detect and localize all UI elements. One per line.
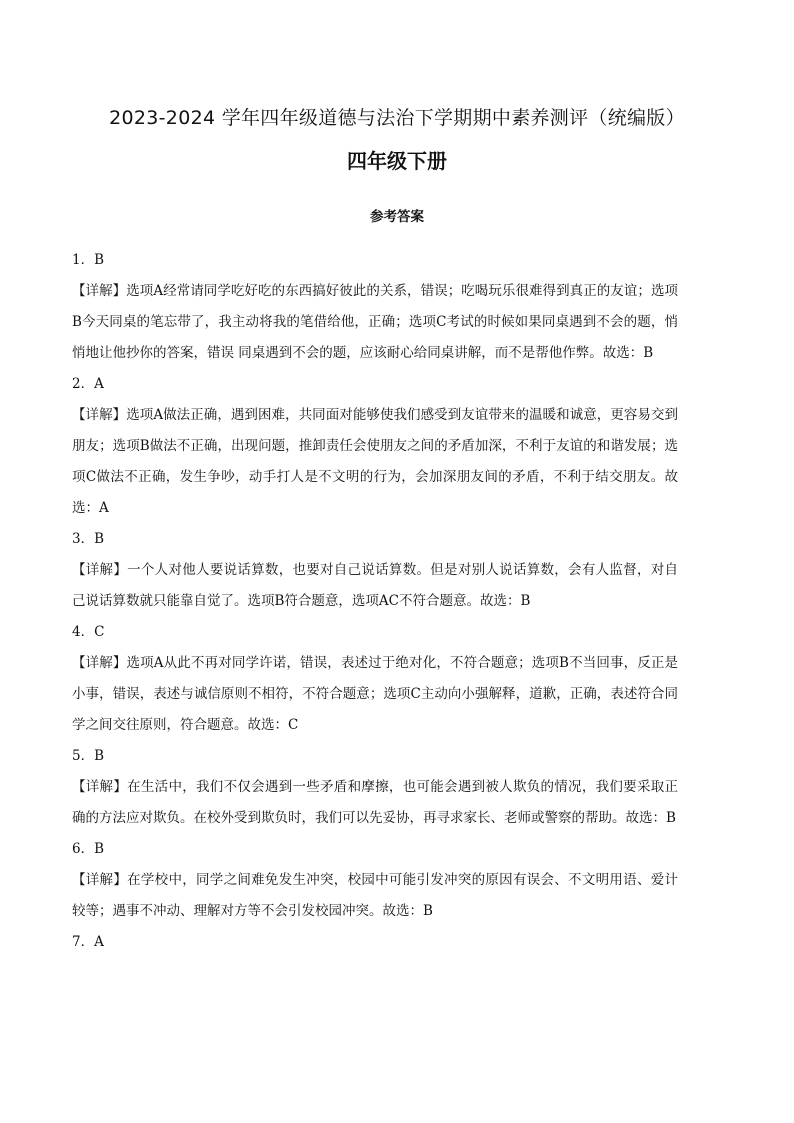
- detail-tag: 【详解】: [72, 407, 127, 423]
- question-number: 3．B: [72, 531, 105, 547]
- question-number: 7．A: [72, 934, 104, 950]
- answer-list: [72, 245, 678, 958]
- question-explanation: [72, 555, 678, 617]
- question-explanation: [72, 865, 678, 927]
- detail-tag: 【详解】: [72, 779, 128, 795]
- detail-tag: 【详解】: [72, 283, 127, 299]
- detail-tag: 【详解】: [72, 872, 128, 888]
- explanation-text: 在学校中，同学之间难免发生冲突，校园中可能引发冲突的原因有误会、不文明用语、爱计较等；遇事不冲动、理解对方等不会引发校园冲突。故选：B: [72, 872, 679, 919]
- explanation-text: 一个人对他人要说话算数，也要对自己说话算数。但是对别人说话算数，会有人监督，对自己说话算数就只能靠自觉了。选项B符合题意，选项AC不符合题意。故选：B: [72, 562, 679, 609]
- question-explanation: [72, 772, 678, 834]
- explanation-text: 在生活中，我们不仅会遇到一些矛盾和摩擦，也可能会遇到被人欺负的情况，我们要采取正确的方法应对欺负。在校外受到欺负时，我们可以先妥协，再寻求家长、老师或警察的帮助。故选：B: [72, 779, 679, 826]
- question-number: 4．C: [72, 624, 105, 640]
- question-number: 5．B: [72, 748, 105, 764]
- explanation-text: 选项A经常请同学吃好吃的东西搞好彼此的关系，错误；吃喝玩乐很难得到真正的友谊；选项B今天同桌的笔忘带了，我主动将我的笔借给他，正确；选项C考试的时候如果同桌遇到不会的题，悄悄地让他抄你的答案，错误 同桌遇到不会的题，应该耐心给同桌讲解，而不是帮他作弊。故选：B: [72, 283, 679, 361]
- question-explanation: [72, 648, 678, 741]
- detail-tag: 【详解】: [72, 655, 127, 671]
- explanation-text: 选项A做法正确，遇到困难，共同面对能够使我们感受到友谊带来的温暖和诚意，更容易交到朋友；选项B做法不正确，出现问题，推卸责任会使朋友之间的矛盾加深，不利于友谊的和谐发展；选项C做法不正确，发生争吵，动手打人是不文明的行为，会加深朋友间的矛盾，不利于结交朋友。故选：A: [72, 407, 679, 516]
- detail-tag: 【详解】: [72, 562, 128, 578]
- question-number: 2．A: [72, 376, 104, 392]
- question-number: 1．B: [72, 252, 105, 268]
- document-title: 2023-2024 学年四年级道德与法治下学期期中素养测评（统编版）: [109, 107, 685, 129]
- answer-key-heading: 参考答案: [370, 209, 424, 225]
- question-explanation: [72, 276, 678, 369]
- question-number: 6．B: [72, 841, 105, 857]
- explanation-text: 选项A从此不再对同学许诺，错误，表述过于绝对化，不符合题意；选项B不当回事，反正是小事，错误，表述与诚信原则不相符，不符合题意；选项C主动向小强解释，道歉，正确，表述符合同学之间交往原则，符合题意。故选：C: [72, 655, 678, 733]
- question-explanation: [72, 400, 678, 524]
- document-subtitle: 四年级下册: [347, 149, 447, 173]
